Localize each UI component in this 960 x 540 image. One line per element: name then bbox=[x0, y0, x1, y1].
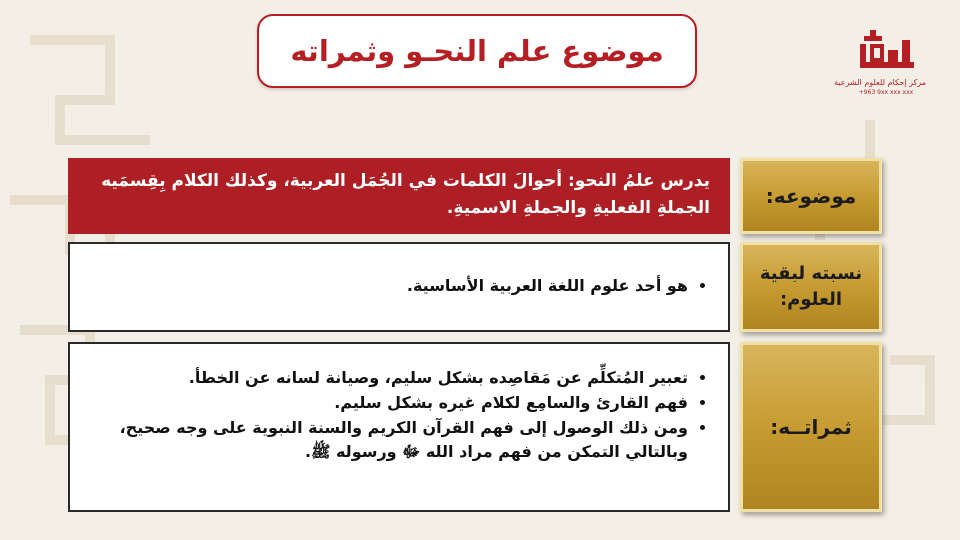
label-topic: موضوعه: bbox=[740, 158, 882, 234]
list-item: • فهم القارئ والسامِع لكلام غيره بشكل سليم. bbox=[86, 391, 688, 416]
list-item: • هو أحد علوم اللغة العربية الأساسية. bbox=[86, 274, 688, 299]
list-item: • ومن ذلك الوصول إلى فهم القرآن الكريم والسنة النبوية على وجه صحيح، وبالتالي التمكن من فهم مراد الله ﷻ ورسوله ﷺ. bbox=[86, 416, 688, 466]
list-item: • تعبير المُتكلِّم عن مَقاصِده بشكل سليم، وصيانة لسانه عن الخطأ. bbox=[86, 366, 688, 391]
relation-list bbox=[86, 274, 714, 299]
page-title: موضوع علم النحـو وثمراته bbox=[290, 34, 664, 68]
benefits-content bbox=[68, 342, 730, 512]
logo-subtitle: مركز إحكام للعلوم الشرعية bbox=[834, 78, 926, 87]
topic-content: يدرس علمُ النحو: أحوالَ الكلمات في الجُمَل العربية، وكذلك الكلام بِقِسمَيه الجملةِ الفعليةِ والجملةِ الاسميةِ. bbox=[68, 158, 730, 234]
label-relation: نسبته لبقية العلوم: bbox=[740, 242, 882, 332]
title-banner bbox=[257, 14, 697, 88]
benefits-list bbox=[86, 366, 714, 465]
logo-number: +963 9xx xxx xxx bbox=[858, 89, 914, 96]
label-benefits: ثمراتــه: bbox=[740, 342, 882, 512]
relation-content bbox=[68, 242, 730, 332]
